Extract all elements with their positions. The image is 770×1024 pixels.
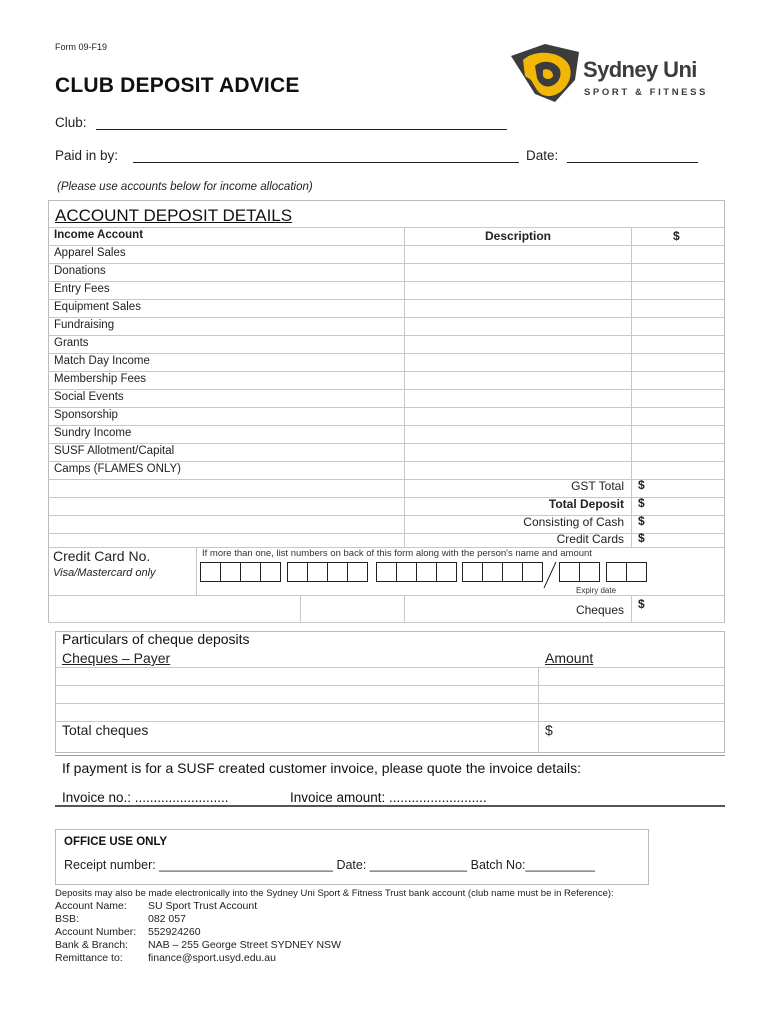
total-dollar: $	[638, 496, 645, 510]
date-field[interactable]	[567, 162, 698, 163]
table-row[interactable]	[48, 353, 725, 371]
card-digit-box[interactable]	[287, 562, 308, 582]
cheque-row-divider	[55, 721, 725, 722]
card-digit-box[interactable]	[462, 562, 483, 582]
cheque-amount-header: Amount	[545, 650, 594, 666]
footer-key: Remittance to:	[55, 952, 123, 964]
office-use-title: OFFICE USE ONLY	[64, 836, 168, 848]
table-row[interactable]	[48, 443, 725, 461]
income-item: Match Day Income	[54, 355, 150, 367]
table-row[interactable]	[48, 281, 725, 299]
expiry-digit-box[interactable]	[606, 562, 627, 582]
card-digit-box[interactable]	[436, 562, 457, 582]
date-label: Date:	[526, 148, 559, 163]
card-digit-box[interactable]	[502, 562, 523, 582]
card-digit-box[interactable]	[260, 562, 281, 582]
gst-total-label: GST Total	[571, 479, 624, 493]
footer-value: SU Sport Trust Account	[148, 900, 258, 912]
footer-key: Account Number:	[55, 926, 137, 938]
credit-cards-label: Credit Cards	[556, 532, 624, 546]
credit-card-note: If more than one, list numbers on back of this form along with the person's name and amount	[202, 548, 592, 559]
income-item: Equipment Sales	[54, 301, 141, 313]
club-label: Club:	[55, 115, 87, 130]
credit-card-sub: Visa/Mastercard only	[53, 567, 156, 579]
table-header-row	[48, 227, 725, 245]
logo-subtitle: SPORT & FITNESS	[584, 87, 708, 98]
description-header: Description	[485, 229, 552, 243]
income-item: SUSF Allotment/Capital	[54, 445, 175, 457]
cheque-particulars-title: Particulars of cheque deposits	[62, 631, 250, 647]
slash-separator-icon	[540, 560, 560, 590]
desc-col-line	[404, 227, 405, 547]
footer-email-link[interactable]: finance@sport.usyd.edu.au	[148, 952, 276, 964]
footer-intro: Deposits may also be made electronically into the Sydney Uni Sport & Fitness Trust bank account (club name must be in Reference):	[55, 888, 614, 899]
card-digit-box[interactable]	[376, 562, 397, 582]
cheque-col-line-2	[631, 595, 632, 622]
income-item: Apparel Sales	[54, 247, 126, 259]
amount-header: $	[673, 229, 680, 243]
office-receipt-line[interactable]: Receipt number: _________________________ Date: ______________ Batch No:__________	[64, 858, 596, 872]
table-row[interactable]	[48, 245, 725, 263]
cheque-col-line-0	[300, 595, 301, 622]
table-row[interactable]	[48, 461, 725, 479]
card-digit-box[interactable]	[240, 562, 261, 582]
total-cheques-label: Total cheques	[62, 722, 149, 738]
cheque-col-line-1	[404, 595, 405, 622]
gst-dollar: $	[638, 478, 645, 492]
card-digit-box[interactable]	[396, 562, 417, 582]
table-row[interactable]	[48, 317, 725, 335]
income-item: Social Events	[54, 391, 124, 403]
expiry-label: Expiry date	[576, 586, 617, 595]
table-row[interactable]	[48, 335, 725, 353]
table-row[interactable]	[48, 425, 725, 443]
credit-card-label: Credit Card No.	[53, 548, 151, 564]
club-field[interactable]	[96, 129, 507, 130]
paid-in-by-label: Paid in by:	[55, 148, 119, 163]
allocation-note: (Please use accounts below for income allocation)	[57, 181, 313, 193]
form-number: Form 09-F19	[55, 42, 108, 52]
cheque-row[interactable]	[55, 667, 725, 685]
table-row[interactable]	[48, 371, 725, 389]
card-digit-box[interactable]	[200, 562, 221, 582]
grid-bottom	[48, 622, 725, 623]
income-item: Membership Fees	[54, 373, 147, 385]
account-section-title: ACCOUNT DEPOSIT DETAILS	[55, 206, 293, 225]
income-item: Sundry Income	[54, 427, 132, 439]
card-digit-box[interactable]	[482, 562, 503, 582]
card-digit-box[interactable]	[307, 562, 328, 582]
cheque-row[interactable]	[55, 703, 725, 721]
footer-key: Bank & Branch:	[55, 939, 128, 951]
footer-value: NAB – 255 George Street SYDNEY NSW	[148, 939, 341, 951]
card-digit-box[interactable]	[347, 562, 368, 582]
income-item: Grants	[54, 337, 89, 349]
cheques-dollar: $	[638, 597, 645, 611]
expiry-digit-box[interactable]	[626, 562, 647, 582]
cheque-amount-col	[538, 667, 539, 753]
footer-value: 552924260	[148, 926, 201, 938]
income-item: Sponsorship	[54, 409, 118, 421]
cc-dollar: $	[638, 531, 645, 545]
footer-value: 082 057	[148, 913, 186, 925]
paid-in-by-field[interactable]	[133, 162, 519, 163]
cheque-row[interactable]	[55, 685, 725, 703]
income-account-header: Income Account	[54, 229, 144, 241]
total-deposit-label: Total Deposit	[548, 497, 624, 511]
table-row[interactable]	[48, 389, 725, 407]
footer-key: BSB:	[55, 913, 79, 925]
logo-name: Sydney Uni	[583, 57, 697, 82]
table-row[interactable]	[48, 407, 725, 425]
invoice-heading: If payment is for a SUSF created customer invoice, please quote the invoice details:	[62, 760, 582, 776]
invoice-amount-field[interactable]: Invoice amount: ..........................	[290, 790, 487, 805]
cash-label: Consisting of Cash	[523, 515, 624, 529]
card-digit-box[interactable]	[220, 562, 241, 582]
income-item: Fundraising	[54, 319, 115, 331]
income-item: Camps (FLAMES ONLY)	[54, 463, 181, 475]
total-cheques-dollar: $	[545, 722, 553, 738]
cc-col-line	[196, 547, 197, 595]
lion-logo-icon	[505, 40, 581, 106]
invoice-no-field[interactable]: Invoice no.: .........................	[62, 790, 229, 805]
income-item: Entry Fees	[54, 283, 110, 295]
cheque-payer-header: Cheques – Payer	[62, 650, 171, 666]
cheques-label: Cheques	[575, 603, 624, 617]
card-digit-box[interactable]	[327, 562, 348, 582]
cash-dollar: $	[638, 514, 645, 528]
income-item: Donations	[54, 265, 106, 277]
expiry-digit-box[interactable]	[579, 562, 600, 582]
amount-col-line	[631, 227, 632, 547]
expiry-digit-box[interactable]	[559, 562, 580, 582]
footer-key: Account Name:	[55, 900, 127, 912]
table-row[interactable]	[48, 263, 725, 281]
page-title: CLUB DEPOSIT ADVICE	[55, 74, 300, 97]
table-row[interactable]	[48, 299, 725, 317]
card-digit-box[interactable]	[416, 562, 437, 582]
